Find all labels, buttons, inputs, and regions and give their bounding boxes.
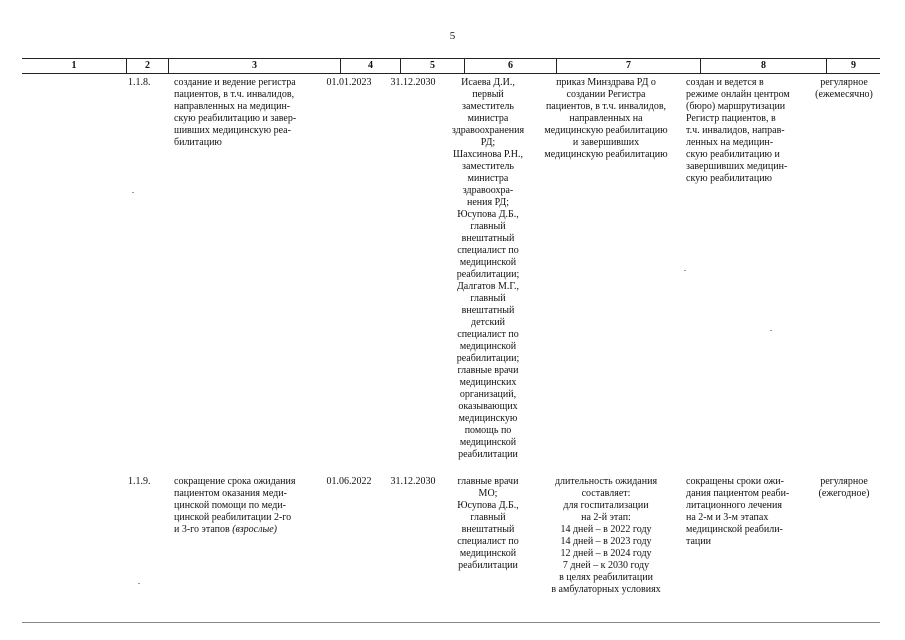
bottom-rule	[22, 622, 880, 623]
row-2-task	[174, 476, 311, 536]
col-header-1: 1	[71, 60, 77, 71]
row-1-responsible: Исаева Д.И., первый заместитель министра здравоохранения РД; Шахсинова Р.Н., заместитель министра здравоохра- нения РД; Юсупова Д.Б., главный внештатный специалист по медицинской реабилитации; Далгатов М.Г., главный внештатный детский специалист по медицинской реабилитации; главные врачи медицинских организаций, оказывающих медицинскую помощь по медицинской реабилитации	[451, 77, 525, 460]
col-header-6: 6	[464, 59, 556, 73]
row-1-indicator: создан и ведется в режиме онлайн центром (бюро) маршрутизации Регистр пациентов, в т.ч. инвалидов, направ- ленных на медицин- скую реабилитацию и завершивших медицин- скую реабилитацию	[686, 77, 790, 184]
row-2-responsible: главные врачи МО; Юсупова Д.Б., главный внештатный специалист по медицинской реабилитации	[457, 476, 519, 571]
col-header-2: 2	[126, 59, 168, 73]
row-1-task: создание и ведение регистра пациентов, в т.ч. инвалидов, направленных на медицин- скую реабилитацию и завер- шивших медицинскую реа- билитацию	[174, 77, 297, 148]
row-2-task-text: сокращение срока ожидания пациентом оказания меди- цинской помощи по меди- цинской реабилитации 2-го и 3-го этапов	[174, 476, 296, 535]
col-header-3: 3	[168, 59, 340, 73]
col-header-7: 7	[556, 59, 700, 73]
scan-speck	[138, 583, 140, 584]
row-1-frequency: регулярное (ежемесячно)	[815, 77, 873, 100]
scan-speck	[132, 192, 134, 193]
row-1-start-date: 01.01.2023	[326, 77, 372, 88]
scan-speck	[770, 330, 772, 331]
col-header-8: 8	[700, 59, 826, 73]
page-number: 5	[449, 30, 456, 42]
col-header-9: 9	[826, 59, 880, 73]
row-2-end-date: 31.12.2030	[390, 476, 436, 487]
row-2-frequency: регулярное (ежегодное)	[818, 476, 870, 499]
col-header-4: 4	[340, 59, 400, 73]
row-2-task-note: (взрослые)	[232, 524, 277, 535]
row-2-number: 1.1.9.	[128, 476, 151, 487]
col-header-5: 5	[400, 59, 464, 73]
row-1-end-date: 31.12.2030	[390, 77, 436, 88]
row-2-indicator: сокращены сроки ожи- дания пациентом реаби- литационного лечения на 2-м и 3-м этапах медицинской реабили- тации	[686, 476, 790, 547]
scan-speck	[684, 270, 686, 271]
table-header	[22, 58, 880, 74]
row-1-result: приказ Минздрава РД о создании Регистра пациентов, в т.ч. инвалидов, направленных на медицинскую реабилитацию и завершивших медицинскую реабилитацию	[544, 77, 668, 160]
row-1-number: 1.1.8.	[128, 77, 151, 88]
row-2-start-date: 01.06.2022	[326, 476, 372, 487]
row-2-result: длительность ожидания составляет: для госпитализации на 2-й этап: 14 дней – в 2022 году 14 дней – в 2023 году 12 дней – в 2024 году 7 дней – к 2030 году в целях реабилитации в амбулаторных условиях	[551, 476, 661, 595]
